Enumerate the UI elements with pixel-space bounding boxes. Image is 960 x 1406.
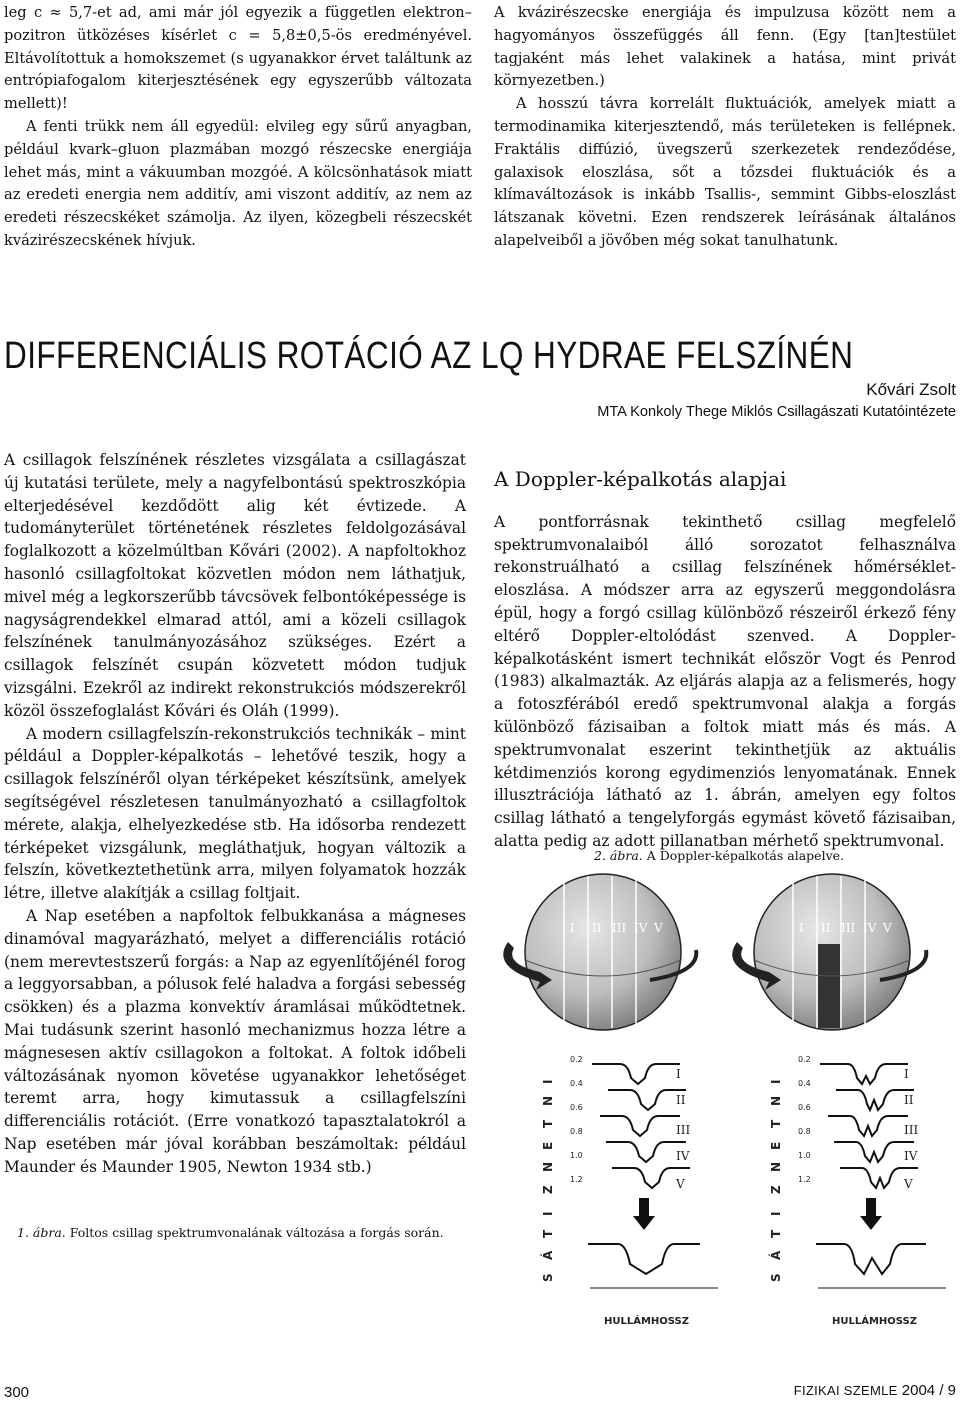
paragraph: A csillagok felszínének részletes vizsgálata a csillagászat új kutatási területe, mely a nagyfelbontású spektroszkópia elterjedésével kezdődött alig két évtizede. A tudományterület történetének részletes feldolgozásával foglalkozott a közelmúltban Kővári (2002). A napfoltokhoz hasonló csillagfoltokat közvetlen módon nem láthatjuk, mivel még a legkorszerűbb távcsövek felbontóképessége is nagyságrendekkel elmarad attól, ami a közeli csillagok felszínének tanulmányozásához szükséges. Ezért a csillagok felszínét csupán közvetett módon tudjuk vizsgálni. Ezekről az indirekt rekonstrukciós módszerekről közöl összefoglalást Kővári és Oláh (1999). xyxy=(4,451,466,720)
down-arrow-icon xyxy=(633,1198,655,1230)
phase-label: III xyxy=(612,921,627,935)
phase-label: V xyxy=(654,921,663,935)
y-axis-letter: E xyxy=(769,1141,783,1150)
profile-label: II xyxy=(904,1093,914,1107)
tick-label: 0.4 xyxy=(570,1079,583,1088)
y-axis-letter: I xyxy=(541,1211,555,1216)
y-axis-letter: Á xyxy=(541,1250,555,1260)
profile-label: III xyxy=(676,1123,691,1137)
profile-label: II xyxy=(676,1093,686,1107)
author-affiliation: MTA Konkoly Thege Miklós Csillagászati Kutatóintézete xyxy=(597,404,956,420)
tick-label: 1.2 xyxy=(570,1175,583,1184)
y-axis-letter: I xyxy=(769,1211,783,1216)
y-axis-letter: T xyxy=(769,1229,783,1238)
y-axis-letter: N xyxy=(541,1161,555,1172)
y-axis-letter: Á xyxy=(769,1250,783,1260)
y-axis-letter: Z xyxy=(769,1185,783,1194)
tick-label: 1.0 xyxy=(570,1151,583,1160)
tick-label: 0.2 xyxy=(570,1055,583,1064)
caption-label: 2. ábra. xyxy=(594,848,643,863)
figure-1-caption xyxy=(17,1225,444,1240)
phase-label: V xyxy=(883,921,892,935)
starspot xyxy=(818,944,840,1028)
paragraph: A fenti trükk nem áll egyedül: elvileg egy sűrű anyagban, például kvark–gluon plazmában mozgó részecske energiája lehet más, mint a vákuumban mozgóé. A kölcsönhatások miatt az eredeti energia nem additív, ami viszont additív, az nem az eredeti részecskéket számolja. Az ilyen, közegbeli részecskét kvázirészecskének hívjuk. xyxy=(4,117,472,249)
paragraph: A kvázirészecske energiája és impulzusa között nem a hagyományos összefüggés áll fenn. (Egy [tan]testület tagjaként más lehet valakinek a hatása, mint privát környezetben.) xyxy=(494,4,956,90)
profile-label: V xyxy=(676,1177,685,1191)
profile-label: I xyxy=(676,1067,681,1081)
phase-label: I xyxy=(570,921,575,935)
paragraph: leg c ≈ 5,7-et ad, ami már jól egyezik a független elektron–pozitron ütközéses kísérlet c = 5,8±0,5-ös eredményével. Eltávolítottuk a homokszemet (s ugyanakkor érvet találtunk az entrópiafogalom kiterjesztésének egy egyszerűbb változata mellett)! xyxy=(4,4,472,113)
y-axis-letter: T xyxy=(541,1119,555,1128)
author-name: Kővári Zsolt xyxy=(866,380,956,399)
profile-label: III xyxy=(904,1123,919,1137)
tick-label: 0.4 xyxy=(798,1079,811,1088)
tick-label: 0.8 xyxy=(798,1127,811,1136)
article-title: DIFFERENCIÁLIS ROTÁCIÓ AZ LQ HYDRAE FELSZÍNÉN xyxy=(4,335,854,377)
journal-name: FIZIKAI SZEMLE xyxy=(793,1383,898,1398)
left-body-column xyxy=(4,449,466,1179)
y-axis-letter: T xyxy=(769,1119,783,1128)
profile-label: V xyxy=(904,1177,913,1191)
figure-2-caption xyxy=(594,848,844,863)
tick-label: 1.0 xyxy=(798,1151,811,1160)
top-right-column xyxy=(494,2,956,253)
profile-label: IV xyxy=(676,1149,690,1163)
tick-label: 0.8 xyxy=(570,1127,583,1136)
phase-label: IV xyxy=(634,921,648,935)
caption-text: Foltos csillag spektrumvonalának változása a forgás során. xyxy=(65,1225,444,1240)
y-axis-letter: T xyxy=(541,1229,555,1238)
y-axis-letter: E xyxy=(541,1141,555,1150)
y-axis-letter: Z xyxy=(541,1185,555,1194)
profile-label: IV xyxy=(904,1149,918,1163)
profile-label: I xyxy=(904,1067,909,1081)
paragraph: A modern csillagfelszín-rekonstrukciós technikák – mint például a Doppler-képalkotás – lehetővé teszik, hogy a csillagok felszínéről olyan térképeket készítsünk, amelyek segítségével részletesen tanulmányozható a csillagfoltok mérete, alakja, elhelyezkedése stb. Ha idősorba rendezett térképeket vizsgálunk, megláthatjuk, hogyan változik a felszín, következtethetünk arra, milyen folyamatok hozzák létre, illetve alakítják a csillag foltjait. xyxy=(4,724,466,903)
tick-label: 0.2 xyxy=(798,1055,811,1064)
down-arrow-icon xyxy=(860,1198,882,1230)
y-axis-letter: N xyxy=(541,1095,555,1106)
phase-label: I xyxy=(799,921,804,935)
phase-label: II xyxy=(592,921,602,935)
caption-text: A Doppler-képalkotás alapelve. xyxy=(642,848,845,863)
journal-issue: 2004 / 9 xyxy=(901,1382,956,1399)
paragraph: A hosszú távra korrelált fluktuációk, amelyek miatt a termodinamika kiterjesztendő, más területeken is fellépnek. Fraktális diffúzió, üvegszerű szerkezetek rendeződése, galaxisok eloszlása, sőt a tőzsdei fluktuációk és a klímaváltozások is inkább Tsallis-, semmint Gibbs-eloszlást látszanak követni. Ezen rendszerek leírásának általános alapelveiből a jövőben még sokat tanulhatunk. xyxy=(494,95,956,249)
doppler-figure xyxy=(500,872,956,1352)
y-axis-letter: S xyxy=(769,1273,783,1282)
section-heading: A Doppler-képalkotás alapjai xyxy=(494,467,787,491)
x-axis-label: HULLÁMHOSSZ xyxy=(832,1316,917,1327)
tick-label: 0.6 xyxy=(570,1103,583,1112)
top-left-column xyxy=(4,2,472,253)
y-axis-letter: I xyxy=(769,1079,783,1084)
phase-label: III xyxy=(841,921,856,935)
y-axis-letter: I xyxy=(541,1079,555,1084)
tick-label: 1.2 xyxy=(798,1175,811,1184)
y-axis-letter: N xyxy=(769,1095,783,1106)
right-body-column xyxy=(494,468,956,853)
page-number: 300 xyxy=(4,1384,30,1401)
tick-label: 0.6 xyxy=(798,1103,811,1112)
x-axis-label: HULLÁMHOSSZ xyxy=(604,1316,689,1327)
y-axis-letter: N xyxy=(769,1161,783,1172)
star-sphere-right xyxy=(732,874,926,1030)
paragraph: A pontforrásnak tekinthető csillag megfelelő spektrumvonalaiból álló sorozatot felhasználva rekonstruálható a csillag felszínének hőmérséklet-eloszlása. A módszer arra az egyszerű meggondolásra épül, hogy a forgó csillag különböző részeiről érkező fény eltérő Doppler-eltolódást szenved. A Doppler-képalkotásként ismert technikát először Vogt és Penrod (1983) alkalmazták. Az eljárás alapja az a felismerés, hogy a fotoszférából eredő spektrumvonal alakja a forgás különböző fázisaiban a foltok miatt más és más. A spektrumvonalat eszerint tekinthetjük az aktuális kétdimenziós korong egydimenziós lenyomatának. Ennek illusztrációja látható az 1. ábrán, amelyen egy foltos csillag látható a tengelyforgás egymást követő fázisaiban, alatta pedig az adott pillanatban mérhető spektrumvonal. xyxy=(494,512,956,850)
star-sphere-left xyxy=(503,874,696,1030)
y-axis-letter: S xyxy=(541,1273,555,1282)
journal-footer xyxy=(794,1382,956,1399)
caption-label: 1. ábra. xyxy=(17,1225,66,1240)
phase-label: II xyxy=(821,921,831,935)
paragraph: A Nap esetében a napfoltok felbukkanása a mágneses dinamóval magyarázható, melyet a differenciális rotáció (nem merevtestszerű forgás: a Nap az egyenlítőjénél forog a leggyorsabban, a pólusok felé haladva a forgási sebesség csökken) és a plazma konvektív áramlásai működtetnek. Mai tudásunk szerint hasonló mechanizmus hozza létre a mágnesesen aktív csillagokon a foltokat. A foltok időbeli változásának nyomon követése ugyanakkor lehetőséget teremt arra, hogy kimutassuk a csillagfelszíni differenciális rotációt. (Erre vonatkozó tapasztalatokról a Nap esetében már jóval korábban beszámoltak: például Maunder és Maunder 1905, Newton 1934 stb.) xyxy=(4,906,466,1176)
phase-label: IV xyxy=(863,921,877,935)
